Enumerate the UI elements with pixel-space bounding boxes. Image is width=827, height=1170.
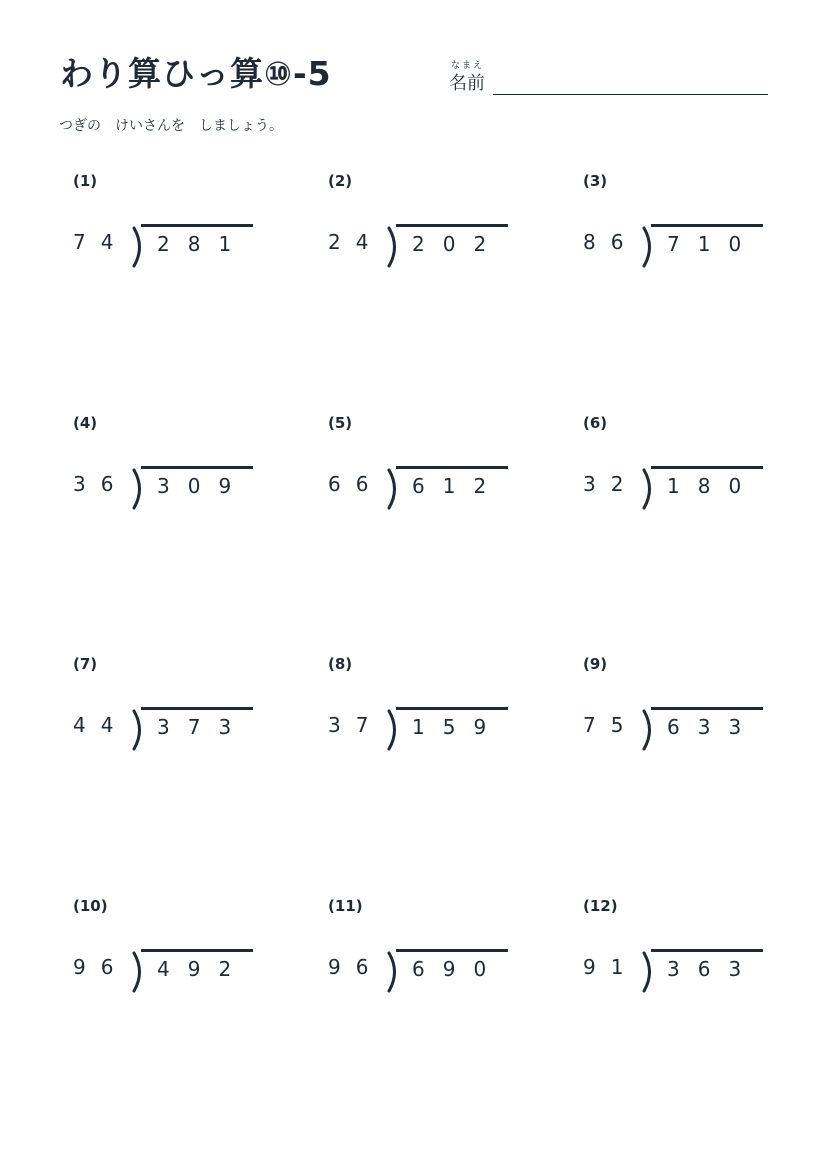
name-ruby: なまえ bbox=[451, 61, 485, 71]
problem-number: (6) bbox=[583, 414, 608, 432]
problem-5 bbox=[314, 414, 514, 514]
problem-11 bbox=[314, 897, 514, 997]
division-bracket bbox=[641, 709, 657, 751]
divisor: 24 bbox=[328, 230, 384, 254]
division-bracket bbox=[386, 226, 402, 268]
divisor: 66 bbox=[328, 472, 384, 496]
division-bracket bbox=[641, 951, 657, 993]
dividend: 363 bbox=[667, 957, 760, 981]
division-bracket bbox=[386, 468, 402, 510]
divisor: 37 bbox=[328, 713, 384, 737]
dividend: 373 bbox=[157, 715, 250, 739]
dividend: 281 bbox=[157, 232, 250, 256]
divisor: 36 bbox=[73, 472, 129, 496]
division-bar bbox=[141, 949, 253, 952]
problem-number: (11) bbox=[328, 897, 363, 915]
problem-6 bbox=[569, 414, 769, 514]
divisor: 96 bbox=[328, 955, 384, 979]
problem-number: (10) bbox=[73, 897, 108, 915]
dividend: 202 bbox=[412, 232, 505, 256]
name-label: 名前 bbox=[449, 73, 485, 94]
page-title: わり算ひっ算⑩-5 bbox=[60, 54, 332, 93]
problem-9 bbox=[569, 655, 769, 755]
problem-4 bbox=[59, 414, 259, 514]
divisor: 44 bbox=[73, 713, 129, 737]
problem-3 bbox=[569, 172, 769, 272]
dividend: 492 bbox=[157, 957, 250, 981]
division-bracket bbox=[641, 226, 657, 268]
division-bracket bbox=[131, 709, 147, 751]
problem-number: (8) bbox=[328, 655, 353, 673]
problem-10 bbox=[59, 897, 259, 997]
division-bar bbox=[141, 466, 253, 469]
division-bracket bbox=[131, 226, 147, 268]
problem-7 bbox=[59, 655, 259, 755]
division-bar bbox=[396, 224, 508, 227]
divisor: 91 bbox=[583, 955, 639, 979]
problem-number: (12) bbox=[583, 897, 618, 915]
problem-2 bbox=[314, 172, 514, 272]
division-bar bbox=[396, 949, 508, 952]
problem-number: (9) bbox=[583, 655, 608, 673]
division-bar bbox=[141, 707, 253, 710]
divisor: 32 bbox=[583, 472, 639, 496]
division-bracket bbox=[386, 951, 402, 993]
divisor: 86 bbox=[583, 230, 639, 254]
division-bar bbox=[396, 707, 508, 710]
division-bar bbox=[651, 707, 763, 710]
dividend: 690 bbox=[412, 957, 505, 981]
division-bracket bbox=[386, 709, 402, 751]
problem-number: (7) bbox=[73, 655, 98, 673]
problem-number: (4) bbox=[73, 414, 98, 432]
problem-number: (5) bbox=[328, 414, 353, 432]
name-write-line[interactable] bbox=[493, 94, 768, 95]
problem-1 bbox=[59, 172, 259, 272]
division-bar bbox=[651, 466, 763, 469]
division-bracket bbox=[131, 468, 147, 510]
dividend: 710 bbox=[667, 232, 760, 256]
dividend: 159 bbox=[412, 715, 505, 739]
division-bracket bbox=[131, 951, 147, 993]
problem-12 bbox=[569, 897, 769, 997]
divisor: 74 bbox=[73, 230, 129, 254]
division-bar bbox=[651, 949, 763, 952]
problem-number: (2) bbox=[328, 172, 353, 190]
division-bracket bbox=[641, 468, 657, 510]
dividend: 180 bbox=[667, 474, 760, 498]
dividend: 309 bbox=[157, 474, 250, 498]
division-bar bbox=[141, 224, 253, 227]
division-bar bbox=[651, 224, 763, 227]
instructions: つぎの けいさんを しましょう。 bbox=[59, 118, 283, 134]
divisor: 96 bbox=[73, 955, 129, 979]
problem-number: (1) bbox=[73, 172, 98, 190]
problem-8 bbox=[314, 655, 514, 755]
dividend: 633 bbox=[667, 715, 760, 739]
divisor: 75 bbox=[583, 713, 639, 737]
problem-number: (3) bbox=[583, 172, 608, 190]
division-bar bbox=[396, 466, 508, 469]
dividend: 612 bbox=[412, 474, 505, 498]
